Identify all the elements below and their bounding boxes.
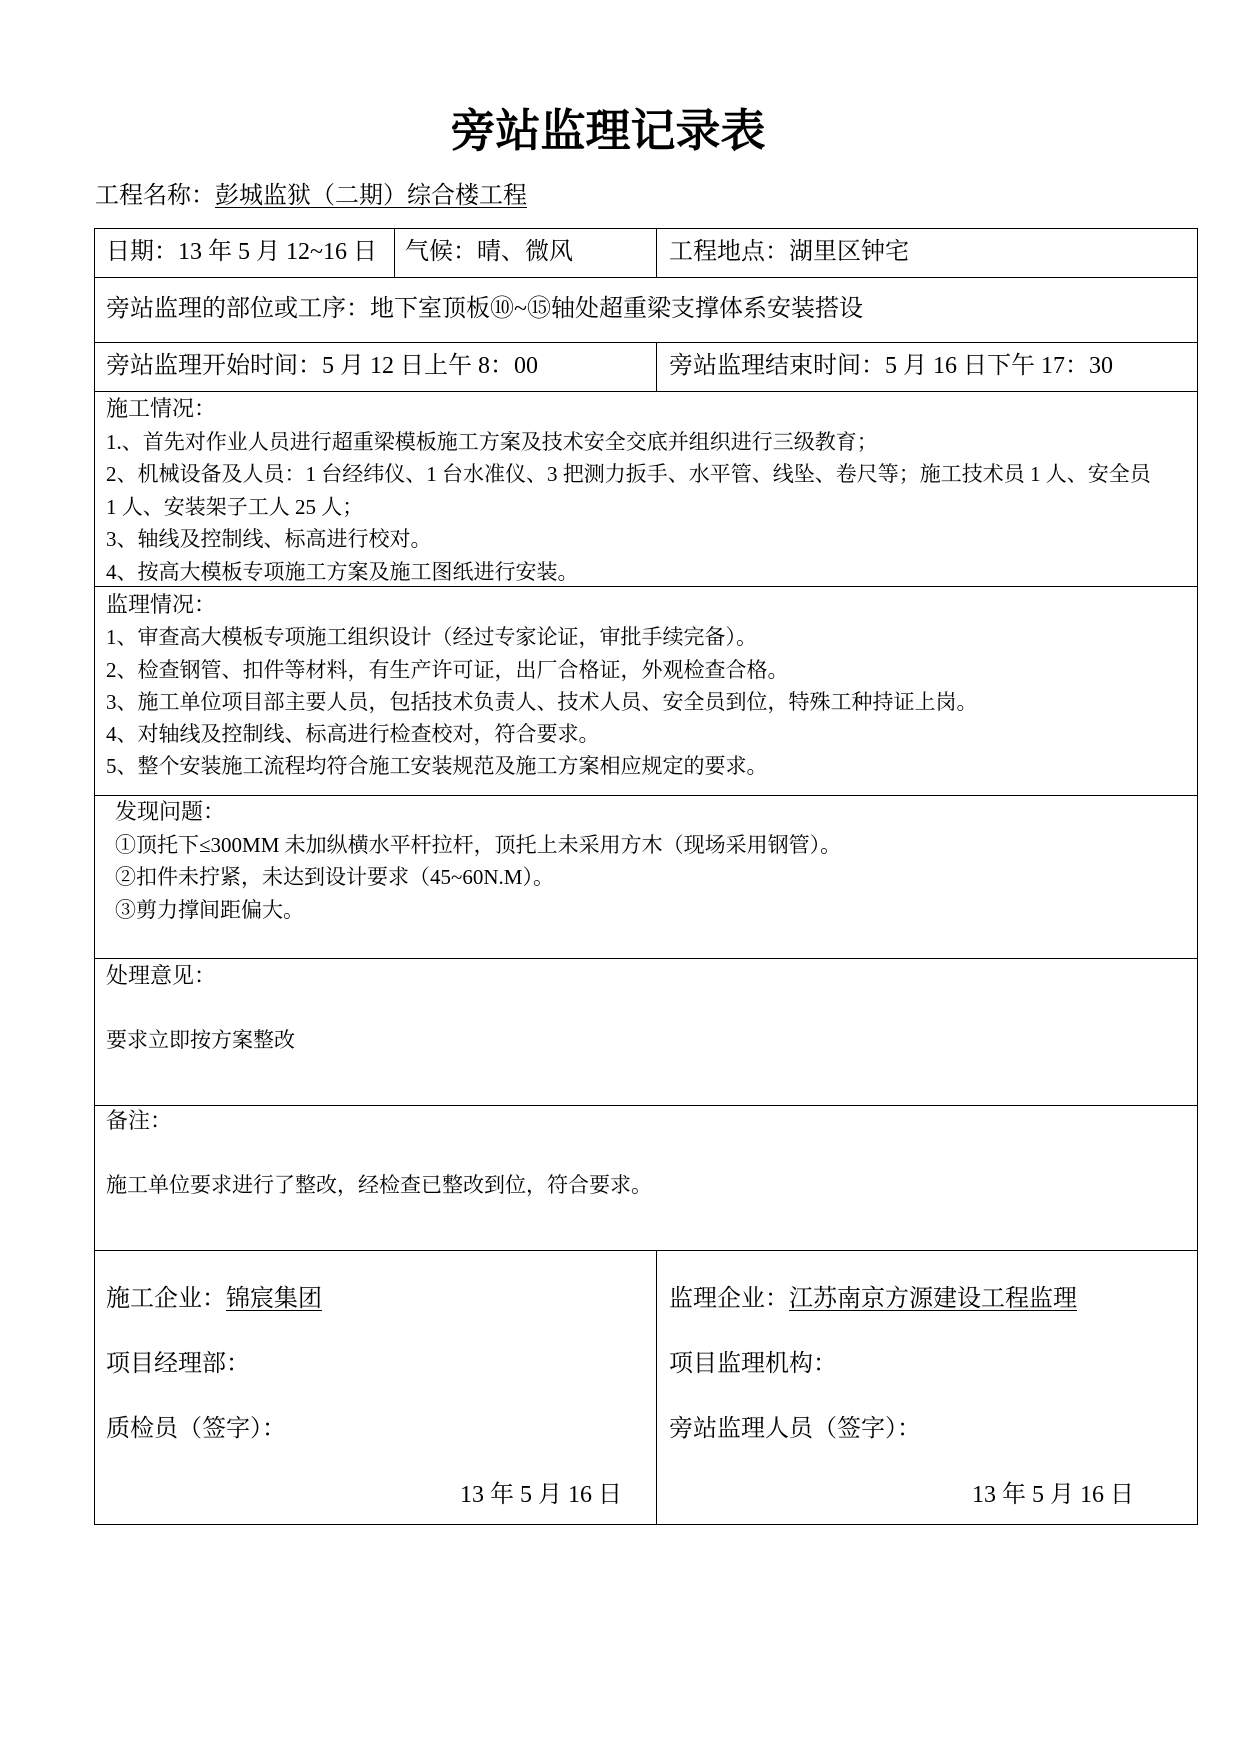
problems-section: [115, 796, 1199, 926]
problem-item: ③剪力撑间距偏大。: [115, 897, 304, 922]
position-cell: [106, 277, 863, 342]
end-time-cell: [669, 342, 1113, 391]
date-value: 13 年 5 月 12~16 日: [178, 239, 377, 265]
start-time-cell: [106, 342, 538, 391]
construction-item: 4、按高大模板专项施工方案及施工图纸进行安装。: [106, 559, 579, 584]
column-divider: [656, 228, 657, 277]
weather-value: 晴、微风: [477, 239, 573, 265]
supervisor-company-value: 江苏南京方源建设工程监理: [789, 1286, 1077, 1312]
handling-heading: 处理意见：: [106, 963, 217, 988]
supervision-heading: 监理情况：: [106, 592, 217, 617]
project-name-line: [95, 178, 527, 214]
position-value: 地下室顶板⑩~⑮轴处超重梁支撑体系安装搭设: [370, 296, 863, 322]
remarks-text: 施工单位要求进行了整改，经检查已整改到位，符合要求。: [106, 1173, 652, 1197]
contractor-sign-date: 13 年 5 月 16 日: [460, 1482, 622, 1508]
supervisor-sign-date: 13 年 5 月 16 日: [972, 1482, 1134, 1508]
construction-section: [106, 393, 1190, 588]
supervisor-company-label: 监理企业：: [669, 1286, 789, 1312]
construction-item: 1.、首先对作业人员进行超重梁模板施工方案及技术安全交底并组织进行三级教育；: [106, 429, 878, 454]
handling-text: 要求立即按方案整改: [106, 1028, 295, 1052]
project-name-value: 彭城监狱（二期）综合楼工程: [215, 183, 527, 209]
location-cell: [669, 228, 909, 277]
end-time-label: 旁站监理结束时间：: [669, 353, 885, 379]
row-divider: [94, 1250, 1198, 1251]
start-time-value: 5 月 12 日上午 8：00: [322, 353, 538, 379]
row-divider: [94, 958, 1198, 959]
supervisor-company-line: [669, 1281, 1077, 1317]
supervisor-department-label: 项目监理机构：: [669, 1351, 837, 1377]
location-label: 工程地点：: [669, 239, 789, 265]
supervision-item: 1、审查高大模板专项施工组织设计（经过专家论证，审批手续完备）。: [106, 625, 757, 650]
contractor-company-line: [106, 1281, 322, 1317]
weather-cell: [405, 228, 573, 277]
contractor-company-label: 施工企业：: [106, 1286, 226, 1312]
supervision-item: 3、施工单位项目部主要人员，包括技术负责人、技术人员、安全员到位，特殊工种持证上岗。: [106, 689, 978, 714]
contractor-signer-label: 质检员（签字）：: [106, 1416, 286, 1442]
date-label: 日期：: [106, 239, 178, 265]
problem-item: ①顶托下≤300MM 未加纵横水平杆拉杆，顶托上未采用方木（现场采用钢管）。: [115, 832, 842, 857]
contractor-department-label: 项目经理部：: [106, 1351, 250, 1377]
construction-item: 2、机械设备及人员：1 台经纬仪、1 台水准仪、3 把测力扳手、水平管、线坠、卷尺等；施工技术员 1 人、安全员 1 人、安装架子工人 25 人；: [106, 462, 1151, 519]
weather-label: 气候：: [405, 239, 477, 265]
supervision-item: 2、检查钢管、扣件等材料，有生产许可证，出厂合格证，外观检查合格。: [106, 657, 789, 682]
supervision-section: [106, 589, 1190, 783]
construction-heading: 施工情况：: [106, 396, 217, 421]
position-label: 旁站监理的部位或工序：: [106, 296, 370, 322]
row-divider: [94, 391, 1198, 392]
column-divider: [394, 228, 395, 277]
supervision-item: 4、对轴线及控制线、标高进行检查校对，符合要求。: [106, 722, 600, 747]
row-divider: [94, 1105, 1198, 1106]
column-divider: [656, 1250, 657, 1525]
problem-item: ②扣件未拧紧，未达到设计要求（45~60N.M）。: [115, 865, 554, 889]
start-time-label: 旁站监理开始时间：: [106, 353, 322, 379]
project-name-label: 工程名称：: [95, 183, 215, 209]
supervision-item: 5、整个安装施工流程均符合施工安装规范及施工方案相应规定的要求。: [106, 754, 768, 779]
construction-item: 3、轴线及控制线、标高进行校对。: [106, 527, 432, 551]
end-time-value: 5 月 16 日下午 17：30: [885, 353, 1113, 379]
location-value: 湖里区钟宅: [789, 239, 909, 265]
document-title: 旁站监理记录表: [450, 106, 766, 156]
problems-heading: 发现问题：: [115, 799, 226, 824]
contractor-company-value: 锦宸集团: [226, 1286, 322, 1312]
column-divider: [656, 342, 657, 391]
supervisor-signer-label: 旁站监理人员（签字）：: [669, 1416, 921, 1442]
remarks-heading: 备注：: [106, 1108, 173, 1133]
date-cell: [106, 228, 377, 277]
